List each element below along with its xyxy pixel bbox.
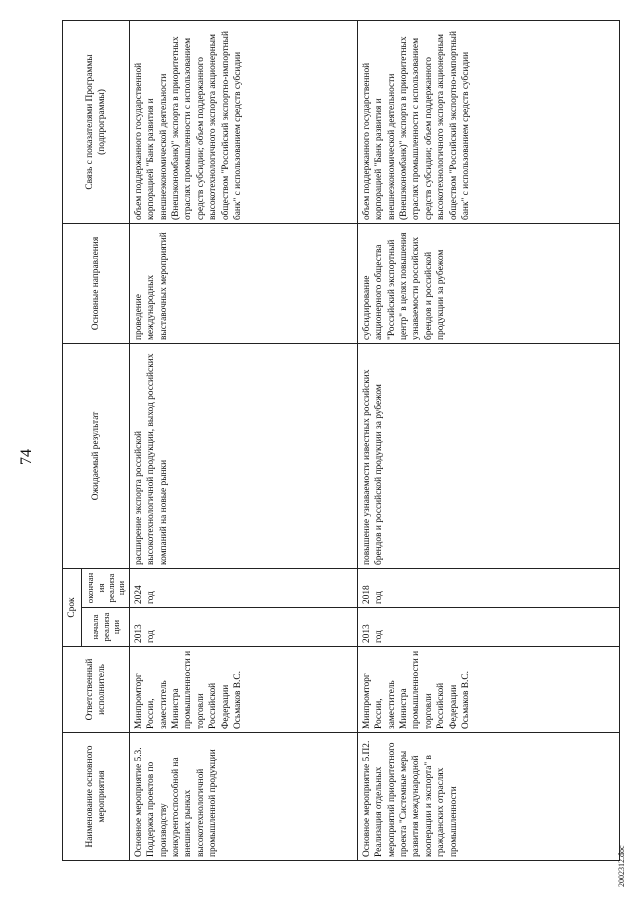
header-term-start: начала реализации [82,608,129,647]
header-row [63,21,82,861]
page-number: 74 [18,449,35,465]
header-name: Наименование основного мероприятия [63,733,130,861]
cell-executor: Минпромторг России, заместитель Министра промышленности и торговли Российской Федерации Осьмаков В.С. [129,647,357,733]
cell-name: Основное мероприятие 5.П2. Реализация отдельных мероприятий приоритетного проекта "Системные меры развития международной кооперации и экспорта" в гражданских отраслях промышленности [357,733,619,861]
cell-result: расширение экспорта российской высокотехнологичной продукции, выход российских компаний на новые рынки [129,344,357,569]
header-term: Срок [63,569,82,647]
cell-name: Основное мероприятие 5.3. Поддержка проектов по производству конкурентоспособной на внешних рынках высокотехнологичной промышленной продукции [129,733,357,861]
cell-executor: Минпромторг России, заместитель Министра промышленности и торговли Российской Федерации Осьмаков В.С. [357,647,619,733]
cell-link: объем поддержанного государственной корпорацией "Банк развития и внешнеэкономической деятельности (Внешэкономбанк)" экспорта в приоритетных отраслях промышленности с использованием средств субсидии; объем поддержанного высокотехнологичного экспорта акционерным обществом "Российский экспортно-импортный банк" с использованием средств субсидии [357,21,619,224]
header-result: Ожидаемый результат [63,344,130,569]
header-directions: Основные направления [63,224,130,344]
header-executor: Ответственный исполнитель [63,647,130,733]
cell-link: объем поддержанного государственной корпорацией "Банк развития и внешнеэкономической деятельности (Внешэкономбанк)" экспорта в приоритетных отраслях промышленности с использованием средств субсидии; объем поддержанного высокотехнологичного экспорта акционерным обществом "Российский экспортно-импортный банк" с использованием средств субсидии [129,21,357,224]
cell-start: 2013 год [129,608,357,647]
cell-directions: проведение международных выставочных мероприятий [129,224,357,344]
cell-end: 2024 год [129,569,357,608]
cell-directions: субсидирование акционерного общества "Российский экспортный центр" в целях повышения узнаваемости российских брендов и российской продукции за рубежом [357,224,619,344]
header-term-end: окончания реализации [82,569,129,608]
cell-start: 2013 год [357,608,619,647]
footer-doc-code: 2002312.doc [617,845,626,887]
cell-end: 2018 год [357,569,619,608]
table-row [357,21,619,861]
cell-result: повышение узнаваемости известных российских брендов и российской продукции за рубежом [357,344,619,569]
header-link: Связь с показателями Программы (подпрограммы) [63,21,130,224]
table-row [129,21,357,861]
measures-table [62,20,620,861]
